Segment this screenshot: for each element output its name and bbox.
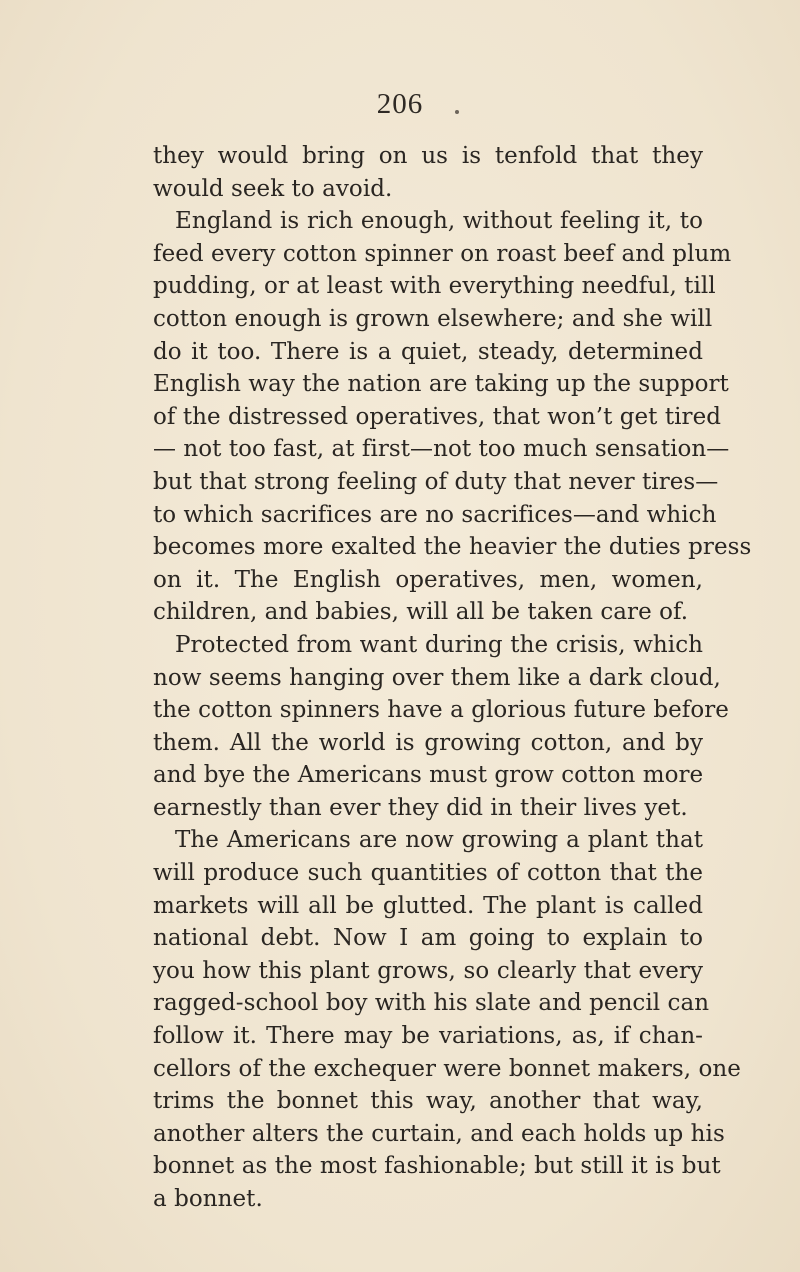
- text-line: to which sacrifices are no sacrifices—and which: [153, 501, 717, 528]
- text-line: another alters the curtain, and each holds up his: [153, 1120, 725, 1147]
- text-line: pudding, or at least with everything needful, till: [153, 273, 716, 300]
- text-line: the cotton spinners have a glorious future before: [153, 697, 729, 724]
- text-line: but that strong feeling of duty that never tires—: [153, 468, 719, 495]
- text-line: — not too fast, at first—not too much sensation—: [153, 436, 730, 463]
- text-line: and bye the Americans must grow cotton more: [153, 762, 704, 789]
- text-line: national debt. Now I am going to explain to: [153, 925, 703, 952]
- text-line: will produce such quantities of cotton that the: [153, 860, 703, 887]
- text-line: a bonnet.: [153, 1186, 263, 1212]
- text-line: becomes more exalted the heavier the duties press: [153, 534, 752, 561]
- text-line: bonnet as the most fashionable; but still it is but: [153, 1153, 721, 1180]
- text-line: follow it. There may be variations, as, if chan-: [153, 1023, 703, 1050]
- text-line: cotton enough is grown elsewhere; and she will: [153, 305, 713, 332]
- text-line: trims the bonnet this way, another that way,: [153, 1088, 703, 1115]
- text-line: they would bring on us is tenfold that they: [153, 143, 703, 169]
- text-line: them. All the world is growing cotton, and by: [153, 729, 703, 756]
- print-speck: [455, 110, 459, 114]
- text-line: earnestly than ever they did in their lives yet.: [153, 794, 688, 821]
- text-line: England is rich enough, without feeling it, to: [175, 208, 703, 235]
- text-line: on it. The English operatives, men, women,: [153, 566, 703, 593]
- text-line: children, and babies, will all be taken care of.: [153, 599, 689, 626]
- text-line: Protected from want during the crisis, which: [175, 631, 703, 658]
- text-line: The Americans are now growing a plant that: [175, 827, 703, 854]
- text-line: markets will all be glutted. The plant is called: [153, 892, 703, 919]
- text-line: do it too. There is a quiet, steady, determined: [153, 338, 703, 365]
- text-line: English way the nation are taking up the support: [153, 371, 729, 398]
- text-line: now seems hanging over them like a dark cloud,: [153, 664, 721, 691]
- text-line: ragged-school boy with his slate and pencil can: [153, 990, 710, 1017]
- text-line: cellors of the exchequer were bonnet makers, one: [153, 1055, 741, 1082]
- text-line: of the distressed operatives, that won’t get tired: [153, 403, 721, 430]
- page-number: 206: [376, 88, 424, 120]
- text-line: you how this plant grows, so clearly that every: [153, 957, 703, 984]
- text-line: would seek to avoid.: [153, 175, 393, 202]
- body-text: [153, 140, 752, 1216]
- text-line: feed every cotton spinner on roast beef and plum: [153, 240, 732, 267]
